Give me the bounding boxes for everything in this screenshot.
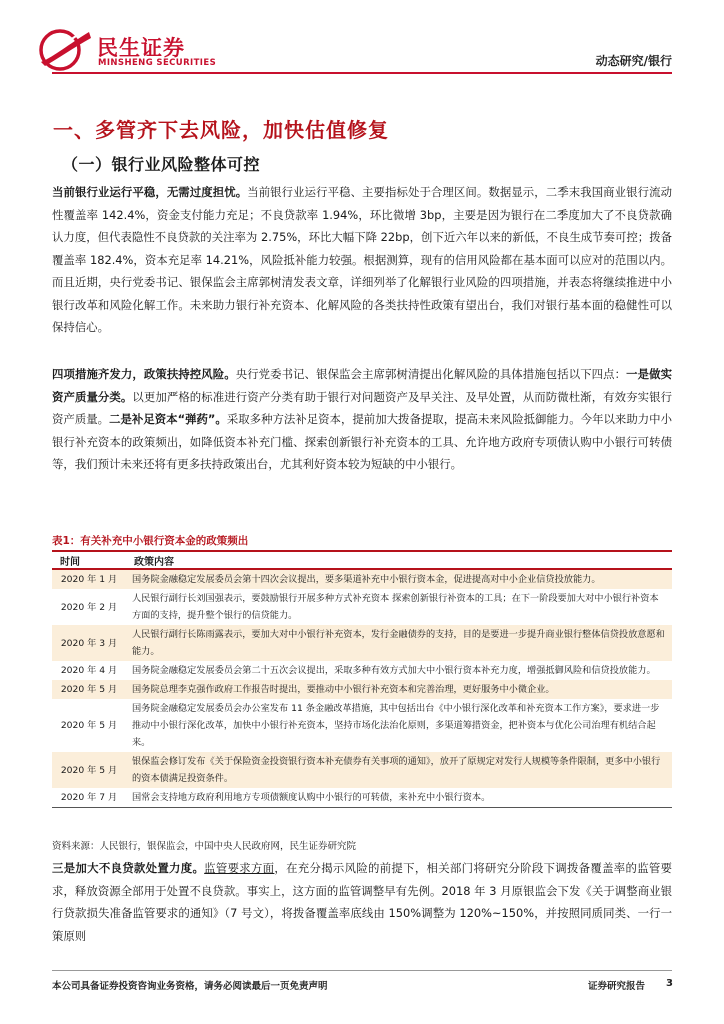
table-row bbox=[52, 661, 672, 680]
table-row bbox=[52, 680, 672, 699]
table-cell-content: 国务院金融稳定发展委员会第二十五次会议提出，采取多种有效方式加大中小银行资本补充力度，增强抵御风险和信贷投放能力。 bbox=[132, 665, 656, 676]
table-row bbox=[52, 752, 672, 788]
paragraph-2-bold1: 一是做实资产质量分类。 bbox=[52, 367, 672, 404]
table-title: 表1：有关补充中小银行资本金的政策频出 bbox=[52, 535, 249, 547]
footer-disclaimer: 本公司具备证券投资咨询业务资格，请务必阅读最后一页免责声明 bbox=[52, 981, 328, 992]
table-cell-content: 国常会支持地方政府利用地方专项债额度认购中小银行的可转债，来补充中小银行资本。 bbox=[132, 792, 491, 803]
table-cell-content: 国务院总理李克强作政府工作报告时提出，要推动中小银行补充资本和完善治理，更好服务中小微企业。 bbox=[132, 684, 555, 695]
table-cell-date: 2020 年 3 月 bbox=[60, 637, 118, 649]
table-cell-date: 2020 年 2 月 bbox=[60, 601, 118, 613]
paragraph-3-body: ，在充分揭示风险的前提下，相关部门将研究分阶段下调拨备覆盖率的监管要求，释放资源全部用于处置不良贷款。事实上，这方面的监管调整早有先例。2018 年 3 月原银监会下发《关于调整商业银行贷款损失准备监管要求的通知》（7 号文），将拨备覆盖率底线由 150%调整为 120%~150%，并按照同质同类、一行一策原则 bbox=[52, 861, 672, 943]
paragraph-3-underlined: 监管要求方面 bbox=[204, 861, 275, 875]
brand-name-cn: 民生证券 bbox=[97, 36, 185, 60]
report-category: 动态研究/银行 bbox=[595, 54, 672, 68]
footer-report-type: 证券研究报告 bbox=[588, 981, 646, 992]
table-cell-content: 人民银行副行长陈雨露表示，要加大对中小银行补充资本，发行金融债券的支持，目的是要进一步提升商业银行整体信贷投放意愿和能力。 bbox=[132, 629, 665, 657]
policy-table bbox=[52, 550, 672, 808]
paragraph-2-lead: 四项措施齐发力，政策扶持控风险。 bbox=[52, 367, 236, 381]
table-cell-content: 银保监会修订发布《关于保险资金投资银行资本补充债券有关事项的通知》，放开了原规定对发行人规模等条件限制，更多中小银行的资本债满足投资条件。 bbox=[132, 756, 661, 784]
brand-name-en: MINSHENG SECURITIES bbox=[98, 58, 217, 68]
table-row bbox=[52, 699, 672, 752]
paragraph-2 bbox=[52, 363, 672, 476]
table-cell-date: 2020 年 4 月 bbox=[60, 665, 118, 676]
paragraph-2-bold2: 二是补足资本“弹药”。 bbox=[109, 412, 227, 426]
table-row bbox=[52, 569, 672, 589]
footer-divider bbox=[52, 970, 672, 971]
subsection-heading: （一）银行业风险整体可控 bbox=[62, 155, 261, 174]
paragraph-3 bbox=[52, 857, 672, 947]
table-cell-date: 2020 年 7 月 bbox=[60, 792, 118, 803]
paragraph-2-part3: 采取多种方法补足资本，提前加大拨备提取，提高未来风险抵御能力。今年以来助力中小银行补充资本的政策频出，如降低资本补充门槛、探索创新银行补充资本的工具、允许地方政府专项债认购中小银行可转债等，我们预计未来还将有更多扶持政策出台，尤其利好资本较为短缺的中小银行。 bbox=[52, 412, 672, 471]
table-cell-date: 2020 年 5 月 bbox=[60, 720, 118, 731]
paragraph-1 bbox=[52, 181, 672, 339]
paragraph-1-lead: 当前银行业运行平稳，无需过度担忧。 bbox=[52, 185, 248, 199]
table-cell-content: 人民银行副行长刘国强表示，要鼓励银行开展多种方式补充资本 探索创新银行补资本的工具；在下一阶段要加大对中小银行补资本方面的支持，提升整个银行的信贷能力。 bbox=[132, 593, 659, 621]
page-header bbox=[0, 0, 724, 80]
table-cell-date: 2020 年 5 月 bbox=[60, 684, 118, 695]
table-source: 资料来源：人民银行，银保监会，中国中央人民政府网，民生证券研究院 bbox=[52, 841, 357, 852]
minsheng-logo-icon bbox=[33, 26, 93, 72]
paragraph-3-lead: 三是加大不良贷款处置力度。 bbox=[52, 861, 205, 875]
table-row bbox=[52, 589, 672, 625]
paragraph-1-body: 当前银行业运行平稳、主要指标处于合理区间。数据显示，二季末我国商业银行流动性覆盖率 142.4%，资金支付能力充足；不良贷款率 1.94%，环比微增 3bp，主要是因为银行在二季度加大了不良贷款确认力度，但代表隐性不良贷款的关注率为 2.75%，环比大幅下降 22bp，创下近六年以来的新低，不良生成节奏可控；拨备覆盖率 182.4%，资本充足率 14.21%，风险抵补能力较强。根据测算，现有的信用风险都在基本面可以应对的范围以内。而且近期，央行党委书记、银保监会主席郭树清发表文章，详细列举了化解银行业风险的四项措施，并表态将继续推进中小银行改革和风险化解工作。未来助力银行补充资本、化解风险的各类扶持性政策有望出台，我们对银行基本面的稳健性可以保持信心。 bbox=[52, 185, 672, 334]
table-cell-date: 2020 年 1 月 bbox=[60, 574, 118, 585]
paragraph-2-part1: 央行党委书记、银保监会主席郭树清提出化解风险的具体措施包括以下四点： bbox=[235, 367, 627, 381]
table-header-row bbox=[52, 551, 672, 569]
table-row bbox=[52, 625, 672, 661]
paragraph-2-part2: 以更加严格的标准进行资产分类有助于银行对问题资产及早关注、及早处置，从而防微杜渐，有效夯实银行资产质量。 bbox=[52, 389, 672, 426]
table-row bbox=[52, 788, 672, 808]
table-header-content: 政策内容 bbox=[134, 556, 174, 568]
table-cell-content: 国务院金融稳定发展委员会办公室发布 11 条金融改革措施，其中包括出台《中小银行深化改革和补充资本工作方案》，要求进一步推动中小银行深化改革，加快中小银行补充资本，坚持市场化法治化原则，多渠道筹措资金，把补资本与优化公司治理有机结合起来。 bbox=[132, 703, 660, 748]
header-divider bbox=[52, 72, 672, 74]
table-cell-date: 2020 年 5 月 bbox=[60, 764, 118, 776]
section-heading: 一、多管齐下去风险，加快估值修复 bbox=[53, 118, 389, 142]
table-header-date: 时间 bbox=[60, 556, 80, 568]
table-cell-content: 国务院金融稳定发展委员会第十四次会议提出，要多渠道补充中小银行资本金，促进提高对中小企业信贷投放能力。 bbox=[132, 574, 601, 585]
page-number: 3 bbox=[666, 978, 673, 989]
